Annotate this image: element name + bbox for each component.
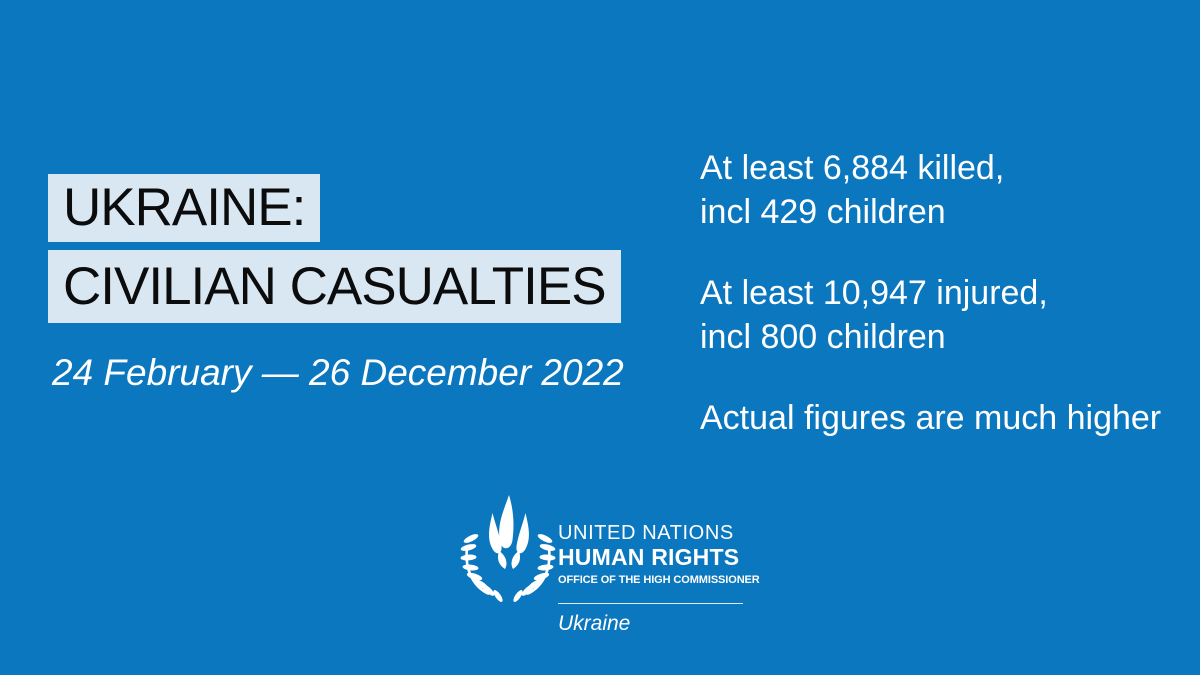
org-name-office: OFFICE OF THE HIGH COMMISSIONER	[558, 574, 760, 586]
stat-injured-total: At least 10,947 injured,	[700, 274, 1048, 312]
stat-injured-children: incl 800 children	[700, 318, 946, 356]
stat-disclaimer	[700, 396, 1200, 440]
casualty-stats	[700, 146, 1200, 440]
un-human-rights-logo	[453, 492, 873, 652]
stat-killed-total: At least 6,884 killed,	[700, 149, 1005, 187]
stat-killed-children: incl 429 children	[700, 193, 946, 231]
stat-injured	[700, 271, 1200, 359]
org-name-united-nations: UNITED NATIONS	[558, 522, 734, 544]
headline-ukraine: UKRAINE:	[48, 174, 320, 242]
stat-killed	[700, 146, 1200, 234]
stat-disclaimer-text: Actual figures are much higher	[700, 399, 1162, 437]
logo-divider	[558, 603, 743, 604]
un-human-rights-emblem-icon	[453, 494, 563, 604]
headline-civilian-casualties: CIVILIAN CASUALTIES	[48, 250, 621, 323]
date-range: 24 February — 26 December 2022	[52, 352, 624, 393]
logo-location: Ukraine	[558, 612, 631, 635]
org-name-human-rights: HUMAN RIGHTS	[558, 544, 740, 570]
